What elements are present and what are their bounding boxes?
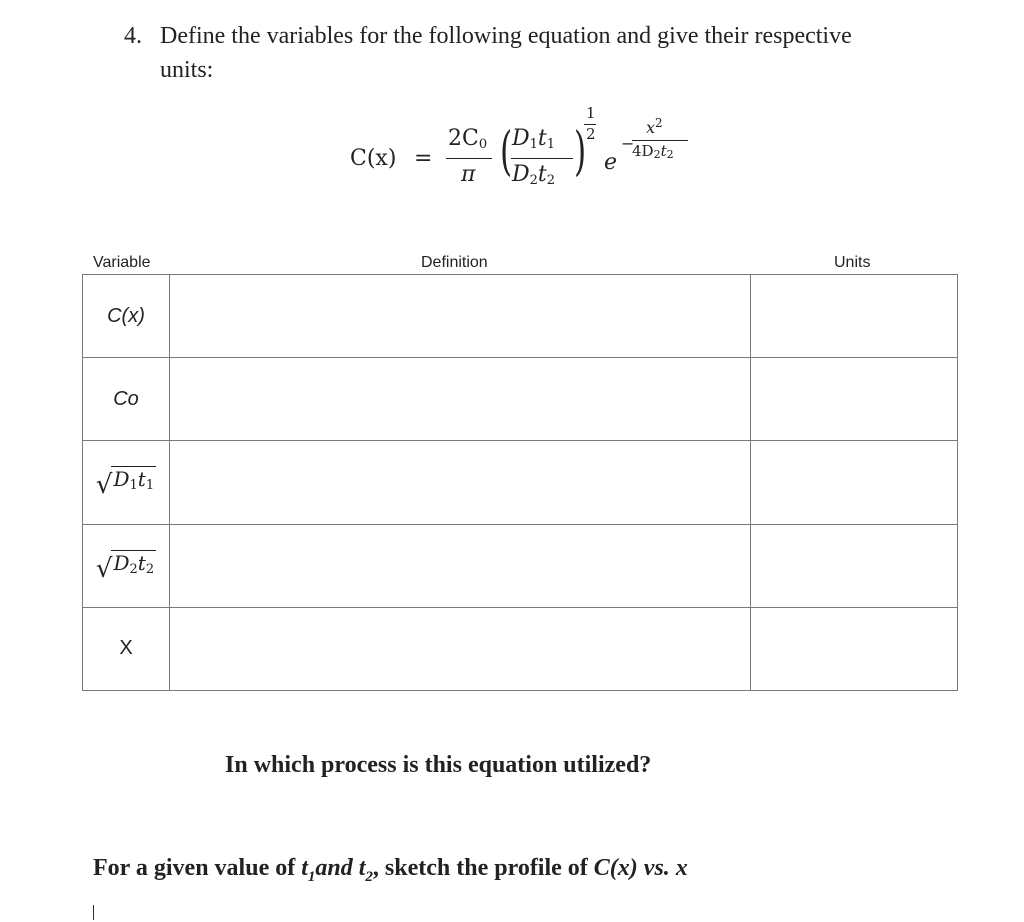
units-cell[interactable] (751, 358, 958, 441)
header-units: Units (834, 254, 871, 271)
sketch-question: For a given value of $t_1and$ $t_2$, sketch the profile of C(x) vs. x (93, 855, 688, 885)
text-cursor (93, 905, 94, 920)
exp-numerator: $x^2$ (646, 116, 663, 137)
units-cell[interactable] (751, 607, 958, 690)
units-cell[interactable] (751, 441, 958, 524)
table-row (83, 275, 958, 358)
coef-denominator: π (461, 162, 476, 187)
equation-lhs: C(x) (350, 146, 397, 171)
variable-cell (83, 358, 170, 441)
question-number: 4. (124, 23, 142, 49)
table-row (83, 441, 958, 524)
table-row (83, 358, 958, 441)
variable-cell (83, 441, 170, 524)
variable-cell (83, 607, 170, 690)
process-question: In which process is this equation utilized? (225, 752, 652, 778)
table-row (83, 607, 958, 690)
definition-cell[interactable] (170, 607, 751, 690)
ratio-denominator: $D_2t_2$ (512, 162, 556, 188)
variable-cell (83, 275, 170, 358)
variable-cell (83, 524, 170, 607)
definition-cell[interactable] (170, 275, 751, 358)
question-text-line1: Define the variables for the following equation and give their respective (160, 23, 852, 49)
exp-fraction-bar (632, 140, 688, 141)
exponent-denominator: 2 (586, 125, 596, 143)
variable-sqrt-d2t2: √ $D_2t_2$ (95, 550, 155, 584)
sqrt-symbol-icon: √ (95, 553, 113, 584)
exp-base: e (604, 150, 618, 175)
exp-denominator: $4D_2t_2$ (632, 142, 674, 161)
header-definition: Definition (421, 254, 488, 271)
variable-cx: C(x) (107, 304, 145, 327)
right-paren: ) (574, 122, 587, 182)
ratio-fraction-bar (511, 158, 573, 159)
units-cell[interactable] (751, 275, 958, 358)
definition-cell[interactable] (170, 441, 751, 524)
variables-table (82, 274, 958, 691)
definition-cell[interactable] (170, 358, 751, 441)
table-row (83, 524, 958, 607)
coef-fraction-bar (446, 158, 492, 159)
concentration-equation (348, 100, 708, 200)
units-cell[interactable] (751, 524, 958, 607)
left-paren: ( (500, 122, 513, 182)
coef-numerator: $2C_0$ (448, 126, 488, 152)
question-text-line2: units: (160, 57, 214, 83)
sqrt-symbol-icon: √ (95, 470, 113, 501)
definition-cell[interactable] (170, 524, 751, 607)
variable-x: X (119, 637, 133, 660)
exponent-numerator: 1 (586, 104, 596, 122)
equation-equals: = (414, 146, 433, 171)
variable-sqrt-d1t1: √ $D_1t_1$ (95, 467, 155, 501)
exp-sign: − (621, 134, 635, 153)
variable-co: Co (113, 387, 139, 410)
ratio-numerator: $D_1t_1$ (512, 126, 556, 152)
header-variable: Variable (93, 254, 151, 271)
